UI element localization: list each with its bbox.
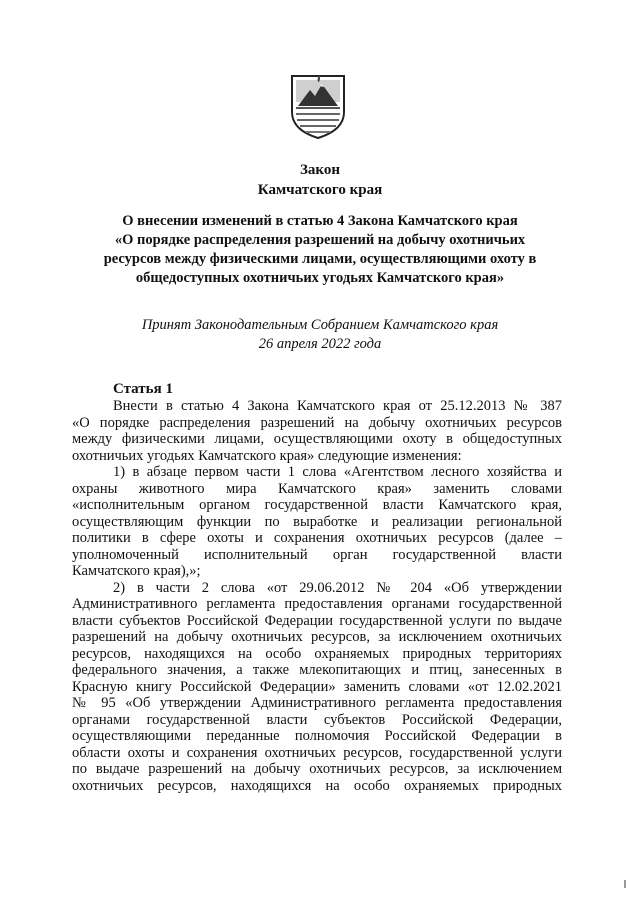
subject-line: «О порядке распределения разрешений на добычу охотничьих [114,232,526,248]
adoption-date: 26 апреля 2022 года [258,336,382,352]
article-line: разрешений на добычу охотничьих ресурсов, за исключением охотничьих [72,629,562,645]
article-line: Красную книгу Российской Федерации» заменить словами «от 12.02.2021 [72,678,562,695]
law-title [0,160,640,200]
article-line: области охоты и сохранения охотничьих ресурсов, государственной услуги [72,744,562,761]
article-line: осуществляющими переданные полномочия Российской Федерации в [72,728,562,744]
adoption-line: Принят Законодательным Собранием Камчатского края [141,317,499,333]
subject-line: общедоступных охотничьих угодьях Камчатского края» [135,270,505,286]
article-line: 1) в абзаце первом части 1 слова «Агентством лесного хозяйства и [113,464,562,480]
article-line: по выдаче разрешений на добычу охотничьих ресурсов, за исключением [72,761,562,777]
title-line: Закон [299,162,340,178]
subject-line: ресурсов между физическими лицами, осуществляющими охоту в [103,251,537,267]
article-line: охотничьих угодьях Камчатского края» следующие изменения: [72,447,462,464]
article-line: между физическими лицами, осуществляющими охоту в общедоступных [72,431,562,447]
article-text [72,398,562,794]
article-line: охраны животного мира Камчатского края» заменить словами [72,480,562,497]
article-line: охотничьих ресурсов, находящихся на особо охраняемых природных [72,777,562,794]
title-line: Камчатского края [257,182,383,198]
law-subject [60,212,580,288]
article-line: политики в сфере охоты и сохранения охотничьих ресурсов (далее – [72,530,562,546]
adoption-note [0,316,640,354]
article-line: 2) в части 2 слова «от 29.06.2012 № 204 «Об утверждении [113,579,562,596]
scan-mark [624,880,626,888]
article-line: осуществляющим функции по выработке и реализации региональной [72,513,562,530]
kamchatka-coat-of-arms-icon [288,72,348,140]
article-body [72,380,562,794]
article-line: Внести в статью 4 Закона Камчатского края от 25.12.2013 № 387 [113,398,562,414]
subject-line: О внесении изменений в статью 4 Закона Камчатского края [122,213,518,229]
article-heading: Статья 1 [113,381,173,397]
article-line: «исполнительным органом государственной власти Камчатского края, [72,497,562,513]
article-line: «О порядке распределения разрешений на добычу охотничьих ресурсов [72,414,562,431]
article-line: федерального значения, а также млекопитающих и птиц, занесенных в [72,662,562,678]
article-line: органами государственной власти субъектов Российской Федерации, [72,711,562,728]
article-line: № 95 «Об утверждении Административного регламента предоставления [72,695,562,711]
article-line: Административного регламента предоставления органами государственной [72,596,562,612]
article-line: власти субъектов Российской Федерации государственной услуги по выдаче [72,612,562,629]
article-line: Камчатского края),»; [72,563,201,579]
article-line: уполномоченный исполнительный орган государственной власти [72,546,562,563]
article-line: ресурсов, находящихся на особо охраняемых природных территориях [72,645,562,662]
